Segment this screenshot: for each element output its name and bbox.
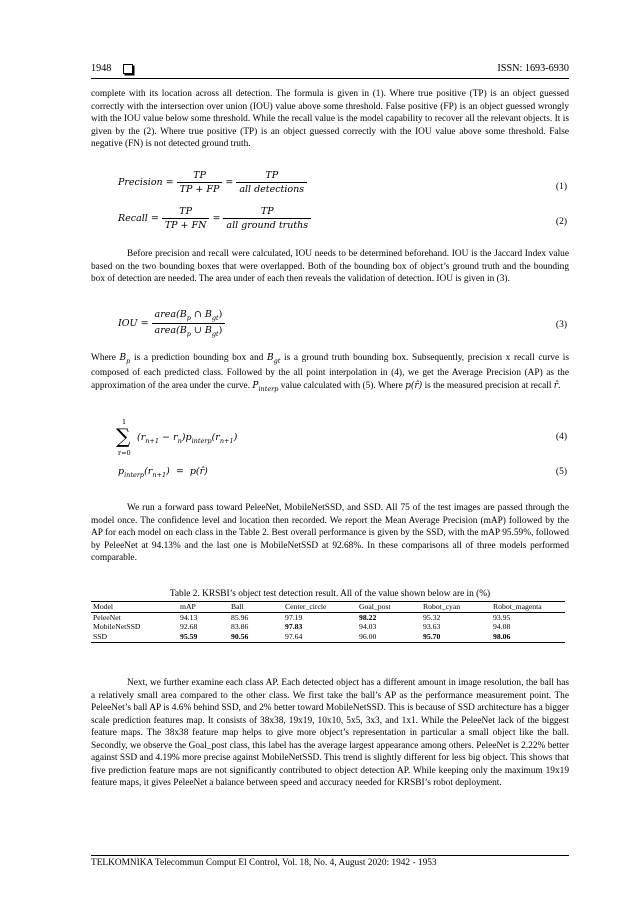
equation-iou: IOU = $\frac{area(B_p \cap B_{gt})}{area(B_p \cup B_{gt})}$ bbox=[118, 309, 225, 338]
sum-lower-limit: r=0 bbox=[118, 449, 131, 457]
eq2-frac1 bbox=[162, 206, 210, 231]
eq2-den1: TP + FN bbox=[164, 220, 207, 231]
header-rule bbox=[91, 78, 569, 79]
equation-recall: Recall = $\frac{TP}{TP + FN}$ = $\frac{TP}{\text{all ground truths}}$ bbox=[118, 206, 311, 231]
equation-number-3: (3) bbox=[555, 320, 567, 330]
results-table bbox=[91, 601, 565, 643]
p3-d: value calculated with (5). Where bbox=[278, 380, 406, 391]
bp-b: B bbox=[119, 353, 127, 363]
cell-center-circle: 97.19 bbox=[285, 612, 303, 622]
eq3-den-a: area(B bbox=[154, 324, 187, 336]
p3-a: Where bbox=[91, 353, 120, 363]
paragraph-iou: Before precision and recall were calculated, IOU needs to be determined beforehand. IOU is the Jaccard Index value based on the two bounding boxes that were overlapped. Both of the bounding box of object’s ground truth and the bounding box of detection are needed. The area under of each then reveals the validation of detection. IOU is given in (3). bbox=[91, 249, 569, 285]
pinterp-sub: interp bbox=[258, 384, 279, 393]
bgt-b: B bbox=[266, 353, 274, 363]
page-number: 1948 bbox=[91, 63, 112, 74]
eq1-frac2 bbox=[236, 170, 307, 195]
eq1-den1: TP + FP bbox=[179, 184, 220, 195]
equation-number-2: (2) bbox=[555, 217, 567, 227]
pinterp-p: P bbox=[252, 380, 259, 391]
eq3-frac bbox=[152, 309, 226, 338]
cell-goal-post: 96.00 bbox=[359, 632, 423, 642]
footer-rule bbox=[91, 855, 569, 856]
eq3-num-op: ∩ B bbox=[190, 309, 212, 320]
eq3-den-sub: p bbox=[186, 329, 191, 338]
sigma-icon: ∑ bbox=[116, 424, 131, 448]
cell-ball: 90.56 bbox=[231, 632, 285, 642]
eq4-open: (r bbox=[137, 432, 146, 443]
eq1-num2: TP bbox=[236, 170, 307, 183]
eq2-den2: all ground truths bbox=[226, 220, 309, 231]
cell-map: 95.59 bbox=[180, 632, 231, 642]
cell-model: SSD bbox=[91, 632, 180, 642]
footer-citation: TELKOMNIKA Telecommun Comput El Control, Vol. 18, No. 4, August 2020: 1942 - 1953 bbox=[91, 858, 437, 868]
cell-center-circle: 97.83 bbox=[285, 622, 303, 632]
table-caption: Table 2. KRSBI’s object test detection result. All of the value shown below are in (%) bbox=[169, 589, 491, 599]
checkbox-square-icon bbox=[123, 64, 133, 74]
equation-number-1: (1) bbox=[555, 182, 567, 192]
sum-upper-limit: 1 bbox=[122, 418, 127, 426]
eq3-lhs: IOU bbox=[118, 317, 138, 329]
col-goal-post: Goal_post bbox=[359, 602, 423, 613]
eq3-den-op: ∪ B bbox=[190, 324, 212, 336]
paragraph-class-ap-analysis: Next, we further examine each class AP. Each detected object has a different amount in image resolution, the ball has a relatively small area compared to the other class. We first take the ball’s AP as the performance measurement point. The PeleeNet’s ball AP is 4.6% behind SSD, and 2% better toward MobileNetSSD. This is because of SSD architecture has a bigger scale prediction features map. It consists of 38x38, 19x19, 10x10, 5x5, 3x3, and 1x1. While the PeleeNet lack of the biggest feature maps. The 38x38 feature map helps to give more object’s representation in particular a small object like the ball. Secondly, we observe the Goal_post class, this label has the average largest appearance among others. PeleeNet is 2.22% better against SSD and 4.19% more precise against MobileNetSSD. This trend is slightly different for less big object. This shows that five prediction feature maps are not significantly contributed to object detection AP. While keeping only the maximum 19x19 feature maps, it gives PeleeNet a balance between speed and accuracy needed for KRSBI’s robot deployment. bbox=[91, 678, 569, 789]
table-row bbox=[91, 612, 565, 622]
eq3-den-sub2: gt bbox=[211, 329, 219, 338]
eq1-lhs: Precision bbox=[118, 177, 163, 188]
page-header bbox=[91, 63, 569, 77]
bgt-sub: gt bbox=[273, 356, 281, 365]
equation-sum-interpolation bbox=[118, 418, 378, 458]
equation-number-5: (5) bbox=[555, 467, 567, 477]
cell-model: MobileNetSSD bbox=[93, 622, 141, 632]
symbol-bp bbox=[120, 353, 131, 363]
paragraph-bounding-boxes bbox=[91, 352, 569, 395]
eq1-den2: all detections bbox=[239, 184, 305, 195]
cell-center-circle: 97.64 bbox=[285, 632, 359, 642]
eq1-num1: TP bbox=[177, 170, 223, 183]
p3-c: is a ground truth bounding box. Subsequently, precision x recall curve is composed of each predicted class. Followed by the all point interpolation in (4), we get the Average Precision (AP) as the approximation of the area under the curve. bbox=[91, 353, 569, 391]
eq3-den: $area(B_p$ ∪ $B_{gt}$) bbox=[154, 324, 223, 338]
cell-robot-magenta: 93.95 bbox=[493, 612, 511, 622]
cell-robot-cyan: 95.32 bbox=[423, 612, 441, 622]
col-ball: Ball bbox=[231, 602, 285, 613]
symbol-bgt bbox=[267, 353, 280, 363]
cell-robot-cyan: 95.70 bbox=[423, 632, 493, 642]
eq3-num-sub2: gt bbox=[211, 313, 219, 322]
col-center-circle: Center_circle bbox=[285, 602, 359, 613]
p3-f: . bbox=[558, 380, 561, 391]
symbol-pinterp bbox=[252, 381, 278, 391]
paragraph-precision-recall: complete with its location across all detection. The formula is given in (1). Where true positive (TP) is an object guessed correctly with the intersection over union (IOU) value above some threshold. False positive (FP) is an object guessed wrongly with the IOU value below some threshold. While the recall value is the model capability to recover all the relevant objects. It is given by the (2). Where true positive (TP) is an object guessed correctly with the IOU value above some threshold. False negative (FN) is not detected ground truth. bbox=[91, 89, 569, 150]
cell-model: PeleeNet bbox=[93, 612, 121, 622]
eq1-frac1 bbox=[177, 170, 223, 195]
symbol-p-rhat: p(r̂) bbox=[405, 380, 423, 391]
cell-goal-post: 94.03 bbox=[359, 622, 377, 632]
cell-robot-cyan: 93.63 bbox=[423, 622, 441, 632]
cell-ball: 85.96 bbox=[231, 612, 249, 622]
bp-sub: p bbox=[126, 356, 131, 365]
eq2-frac2 bbox=[223, 206, 311, 231]
cell-map: 92.68 bbox=[180, 622, 198, 632]
eq2-num1: TP bbox=[162, 206, 210, 219]
cell-ball: 83.86 bbox=[231, 622, 249, 632]
equation-number-4: (4) bbox=[555, 432, 567, 442]
table-row bbox=[91, 622, 565, 632]
table-header-row bbox=[91, 602, 565, 613]
eq2-lhs: Recall bbox=[118, 213, 148, 224]
cell-map: 94.13 bbox=[180, 612, 198, 622]
p3-e: is the measured precision at recall bbox=[422, 380, 554, 391]
eq2-num2: TP bbox=[223, 206, 311, 219]
col-robot-cyan: Robot_cyan bbox=[423, 602, 493, 613]
col-map: mAP bbox=[180, 602, 231, 613]
eq3-num-sub: p bbox=[186, 313, 191, 322]
p3-b: is a prediction bounding box and bbox=[130, 353, 267, 363]
eq4-body: $(r_{n+1} - r_n)p_{interp}(r_{n+1})$ bbox=[137, 432, 238, 445]
cell-goal-post: 98.22 bbox=[359, 612, 377, 622]
eq3-num: $area(B_p$ ∩ $B_{gt}$) bbox=[152, 309, 226, 324]
col-robot-magenta: Robot_magenta bbox=[493, 602, 565, 613]
issn-label: ISSN: 1693-6930 bbox=[497, 63, 569, 74]
col-model: Model bbox=[91, 602, 180, 613]
paragraph-forward-pass: We run a forward pass toward PeleeNet, MobileNetSSD, and SSD. All 75 of the test images are passed through the model once. The confidence level and location then recorded. We report the Mean Average Precision (mAP) followed by the AP for each model on each class in the Table 2. Best overall performance is given by the SSD, with the mAP 95.59%, followed by PeleeNet at 94.13% and the last one is MobileNetSSD at 92.68%. In these comparisons all of three models performed comparable. bbox=[91, 503, 569, 564]
equation-p-interp: $p_{interp}(r_{n+1})$ = p(r̂) bbox=[118, 466, 208, 479]
symbol-rhat: r̂ bbox=[553, 380, 559, 391]
cell-robot-magenta: 94.08 bbox=[493, 622, 511, 632]
eq3-num-a: area(B bbox=[154, 309, 187, 320]
cell-robot-magenta: 98.06 bbox=[493, 632, 565, 642]
table-row bbox=[91, 632, 565, 642]
equation-precision: Precision = $\frac{TP}{TP + FP}$ = $\frac{TP}{\text{all detections}}$ bbox=[118, 170, 307, 195]
